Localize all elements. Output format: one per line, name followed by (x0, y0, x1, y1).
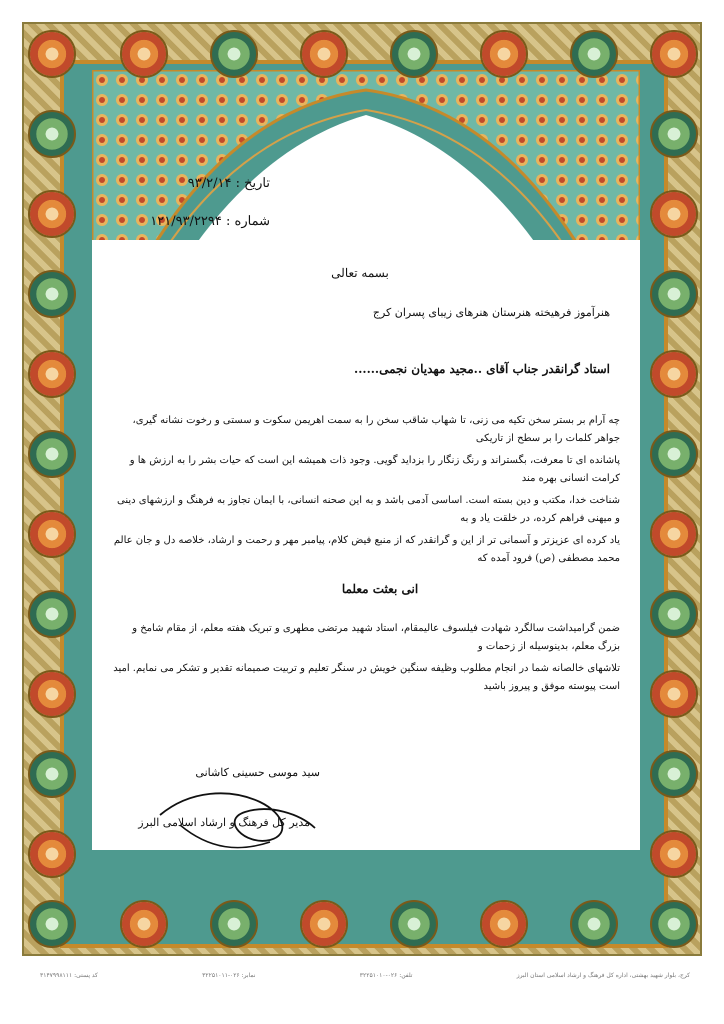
right-medallion-5 (650, 350, 698, 398)
left-medallion-2 (28, 110, 76, 158)
paragraph-1: چه آرام بر بستر سخن تکیه می زنی، تا شهاب شاقب سخن را به سمت اهریمن سکوت و سستی و رخوت نشانه گیری، جواهر کلمات را بر سطح از تاریکی (132, 415, 620, 444)
number-row (130, 214, 270, 229)
signature-name: سید موسی حسینی کاشانی (195, 766, 320, 779)
left-medallion-3 (28, 190, 76, 238)
date-value: ۹۳/۲/۱۴ (187, 176, 232, 191)
right-medallion-7 (650, 510, 698, 558)
top-medallion-3 (300, 30, 348, 78)
right-medallion-4 (650, 270, 698, 318)
closing-paragraph-1: ضمن گرامیداشت سالگرد شهادت فیلسوف عالیمقام، استاد شهید مرتضی مطهری و تبریک هفته معلم، از مقام شامخ و بزرگ معلم، بدینوسیله از زحمات و (132, 623, 620, 652)
left-medallion-10 (28, 750, 76, 798)
top-medallion-1 (120, 30, 168, 78)
left-medallion-8 (28, 590, 76, 638)
paragraph-4: یاد کرده ای عزیزتر و آسمانی تر از این و گرانقدر که از منبع فیض کلام، پیامبر مهر و رحمت و ارشاد، خلاصه دل و جان عالم محمد مصطفی (ص) فرود آمده که (113, 535, 620, 564)
date-label: تاریخ : (235, 176, 270, 191)
left-top-medallion (28, 30, 76, 78)
top-medallion-6 (570, 30, 618, 78)
right-top-medallion (650, 30, 698, 78)
number-label: شماره : (226, 214, 270, 229)
right-medallion-8 (650, 590, 698, 638)
footer (40, 972, 690, 990)
bottom-medallion-3 (300, 900, 348, 948)
right-medallion-12 (650, 900, 698, 948)
left-medallion-7 (28, 510, 76, 558)
bottom-medallion-2 (210, 900, 258, 948)
footer-fax: نمابر: ۰۲۶-۳۲۲۵۱۰۱۱ (202, 972, 256, 979)
top-medallion-2 (210, 30, 258, 78)
footer-phone: تلفن: ۰۲۶-۳۲۲۵۱۰۱۰ (359, 972, 413, 979)
left-medallion-5 (28, 350, 76, 398)
number-value: ۱۲۱/۹۳/۲۲۹۴ (150, 214, 222, 229)
left-medallion-4 (28, 270, 76, 318)
left-medallion-11 (28, 830, 76, 878)
signature-title: مدیر کل فرهنگ و ارشاد اسلامی البرز (138, 816, 310, 829)
right-medallion-11 (650, 830, 698, 878)
left-medallion-9 (28, 670, 76, 718)
right-medallion-9 (650, 670, 698, 718)
footer-address: کرج، بلوار شهید بهشتی، اداره کل فرهنگ و ارشاد اسلامی استان البرز (516, 972, 690, 979)
salutation: بسمه تعالی (331, 266, 389, 280)
bottom-medallion-6 (570, 900, 618, 948)
paragraph-2: پاشانده ای تا معرفت، بگستراند و رنگ زنگار را بزداید گویی. وجود ذات همیشه این است که حیات بشر را به ارزش ها و کرامت انسانی بهره مند (129, 455, 620, 484)
right-medallion-2 (650, 110, 698, 158)
paragraph-3: شناخت خدا، مکتب و دین بسته است. اساسی آدمی باشد و به این صحنه انسانی، با ایمان تجاوز به فرهنگ و ارزشهای دینی و میهنی فراهم کرده، در خلقت یاد و به (117, 495, 620, 524)
closing-paragraph-2: تلاشهای خالصانه شما در انجام مطلوب وظیفه سنگین خویش در سنگر تعلیم و تربیت صمیمانه تقدیر و تشکر می نمایم. امید است پیوسته موفق و پیروز باشید (113, 663, 620, 692)
left-medallion-12 (28, 900, 76, 948)
bottom-medallion-1 (120, 900, 168, 948)
bottom-medallion-5 (480, 900, 528, 948)
right-medallion-3 (650, 190, 698, 238)
left-medallion-6 (28, 430, 76, 478)
addressee: استاد گرانقدر جناب آقای ..مجید مهدیان نجمی...... (354, 362, 610, 376)
bottom-medallion-4 (390, 900, 438, 948)
top-medallion-5 (480, 30, 528, 78)
top-medallion-4 (390, 30, 438, 78)
footer-code: کد پستی: ۳۱۴۷۹۹۸۱۱۱ (40, 972, 98, 979)
right-medallion-10 (650, 750, 698, 798)
date-row (150, 176, 270, 191)
recipient: هنرآموز فرهیخته هنرستان هنرهای زیبای پسران کرج (372, 306, 610, 319)
right-medallion-6 (650, 430, 698, 478)
quote: انی بعثت معلما (341, 582, 419, 596)
